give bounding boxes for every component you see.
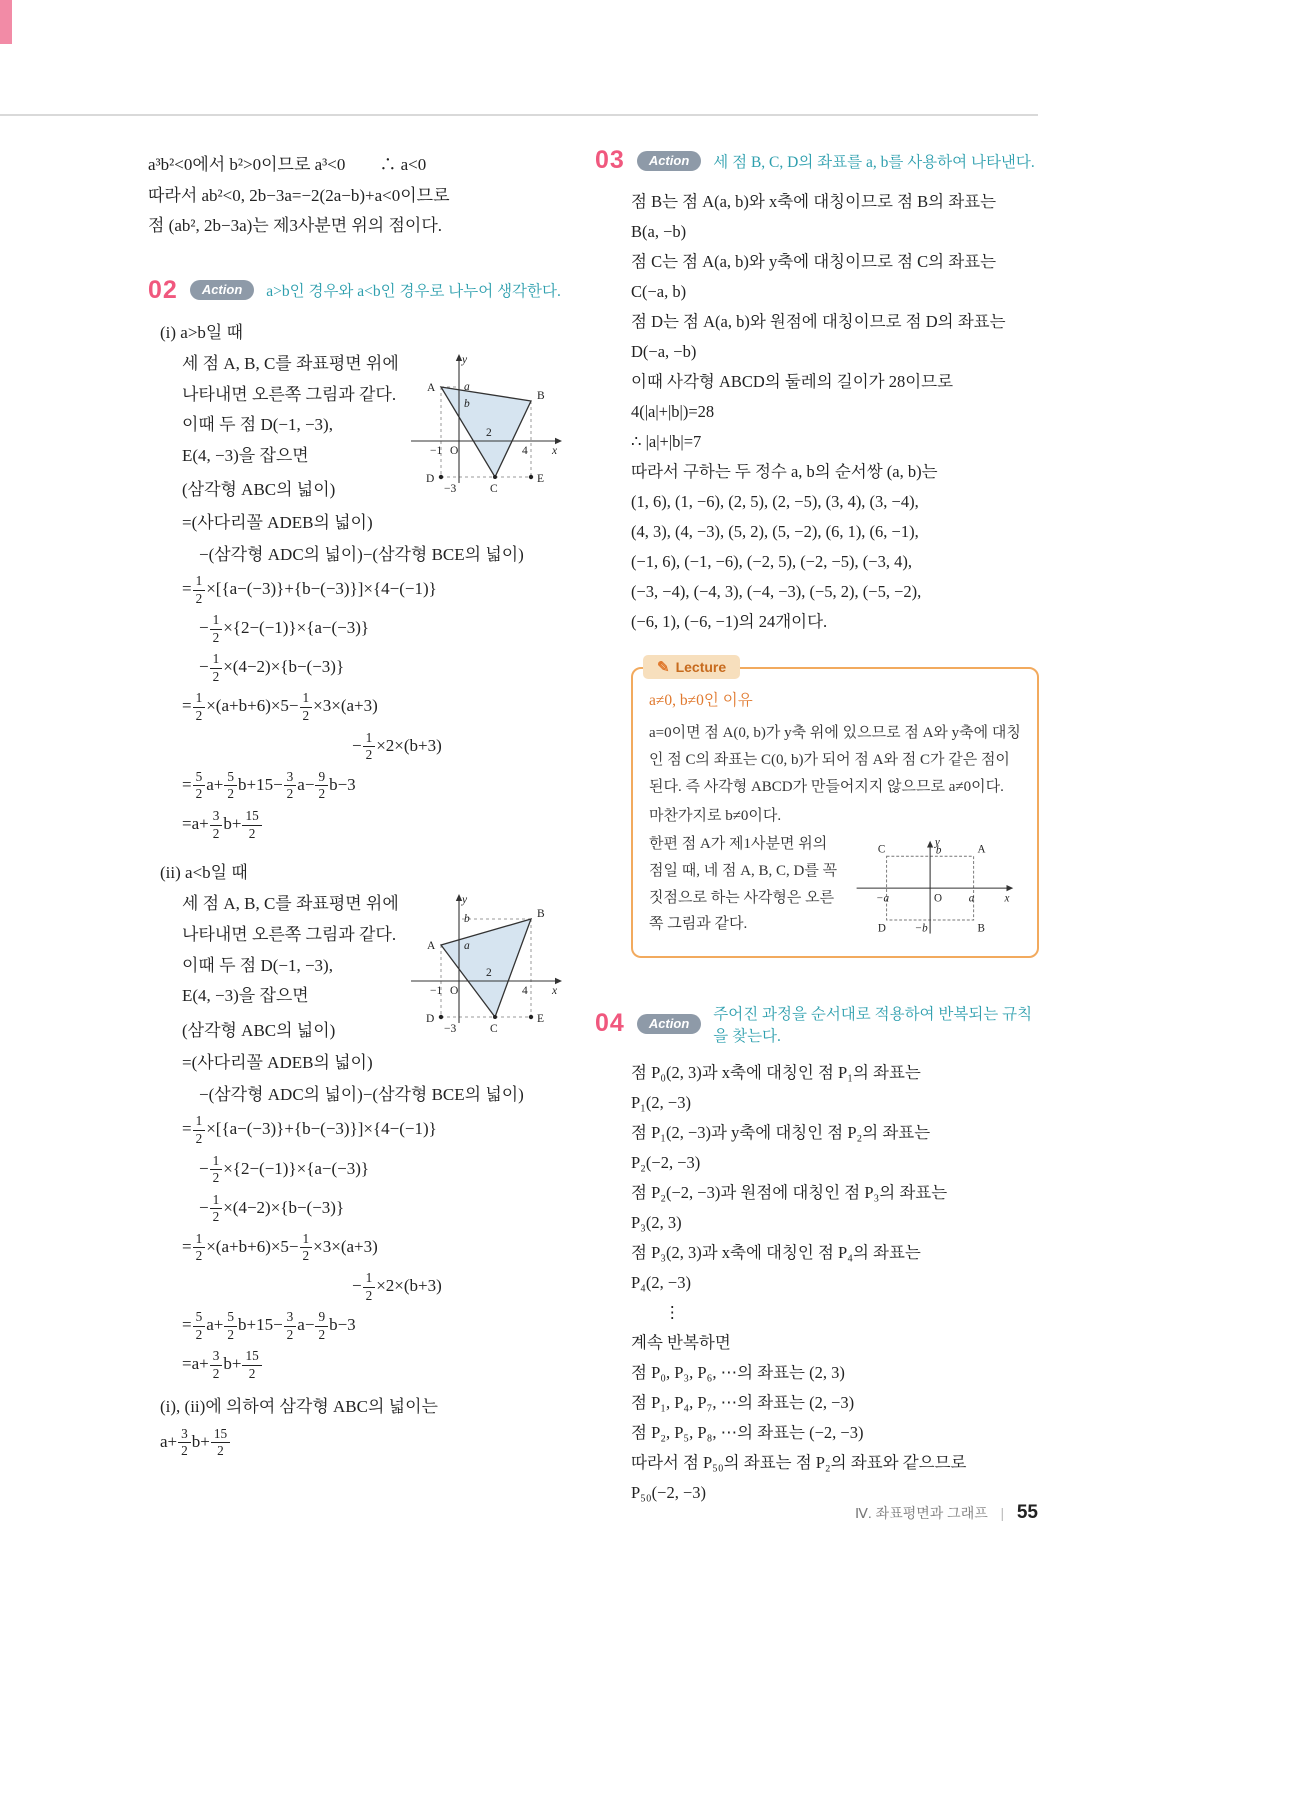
math-line: (삼각형 ABC의 넓이): [182, 480, 336, 500]
case-1-body: [182, 349, 566, 847]
pencil-icon: ✎: [657, 659, 670, 677]
case-2: [160, 857, 566, 1387]
case-1-head: (i) a>b일 때: [160, 322, 244, 342]
figure-lecture-rectangle: [845, 833, 1021, 941]
y-axis-arrow: [927, 841, 933, 848]
side-line: 이때 두 점 D(−1, −3),: [182, 955, 333, 975]
solution-line: ⋮: [631, 1302, 681, 1322]
case-2-math: [182, 1017, 566, 1383]
solution-line: P₂(−2, −3): [631, 1152, 701, 1172]
point-d-label: D: [426, 473, 435, 486]
x-axis-arrow: [555, 438, 562, 444]
math-line: = $\frac{1}{2}$ ×[{a−(−3)}+{b−(−3)}]×{4−(−1)}: [182, 573, 437, 606]
problem-number: 03: [595, 146, 625, 174]
tick-minus1-label: −1: [430, 445, 443, 458]
point-e-dot: [529, 1015, 533, 1019]
math-line: (삼각형 ABC의 넓이): [182, 1020, 336, 1040]
footer-chapter: Ⅳ. 좌표평면과 그래프: [854, 1505, 988, 1521]
page-footer: [0, 1502, 1038, 1524]
math-line: − $\frac{1}{2}$ ×{2−(−1)}×{a−(−3)}: [182, 1152, 370, 1186]
side-line: 이때 두 점 D(−1, −3),: [182, 415, 333, 435]
coord-a-label: a: [464, 381, 470, 394]
action-badge: Action: [637, 151, 701, 171]
lecture-tab-label: Lecture: [675, 659, 727, 676]
solution-line: B(a, −b): [631, 222, 687, 242]
point-d-dot: [439, 1015, 443, 1019]
point-e-label: E: [537, 1013, 545, 1026]
problem-number: 04: [595, 1009, 625, 1038]
action-hint: a>b인 경우와 a<b인 경우로 나누어 생각한다.: [266, 283, 561, 301]
left-column: [148, 150, 566, 1465]
lecture-paragraph: 마찬가지로 b≠0이다.: [649, 807, 782, 824]
lecture-title: a≠0, b≠0인 이유: [649, 692, 753, 710]
math-line: =(사다리꼴 ADEB의 넓이): [182, 1052, 373, 1072]
conclusion-line: (i), (ii)에 의하여 삼각형 ABC의 넓이는: [160, 1397, 438, 1417]
solution-line: 점 P₀(2, 3)과 x축에 대칭인 점 P₁의 좌표는: [631, 1062, 921, 1082]
point-c-dot: [493, 1015, 497, 1019]
tick-a-label: a: [968, 892, 975, 905]
action-badge: Action: [637, 1014, 701, 1034]
point-e-label: E: [537, 473, 545, 486]
point-d-label: D: [426, 1013, 435, 1026]
tick-minus-a-label: −a: [875, 892, 890, 905]
point-d-label: D: [877, 922, 886, 935]
solution-line: 계속 반복하면: [631, 1332, 731, 1352]
x-axis-arrow: [1006, 885, 1013, 891]
coord-b-label: b: [464, 913, 470, 926]
solution-line: 점 P₃(2, 3)과 x축에 대칭인 점 P₄의 좌표는: [631, 1242, 921, 1262]
right-column: [595, 146, 1047, 1508]
origin-label: O: [933, 892, 942, 905]
side-line: 나타내면 오른쪽 그림과 같다.: [182, 925, 397, 944]
solution-line: D(−a, −b): [631, 342, 697, 362]
side-line: E(4, −3)을 잡으면: [182, 986, 309, 1006]
lecture-body: [649, 720, 1021, 941]
math-line: −(삼각형 ADC의 넓이)−(삼각형 BCE의 넓이): [182, 1085, 524, 1105]
case-1-math: [182, 476, 566, 842]
action-hint: 주어진 과정을 순서대로 적용하여 반복되는 규칙을 찾는다.: [713, 1005, 1033, 1045]
solution-line: 점 P₁, P₄, P₇, ⋯의 좌표는 (2, −3): [631, 1392, 855, 1412]
solution-line: (4, 3), (4, −3), (5, 2), (5, −2), (6, 1), (6, −1),: [631, 522, 919, 542]
point-b-label: B: [977, 922, 985, 935]
coord-a-label: a: [464, 940, 470, 953]
lecture-paragraph: 한편 점 A가 제1사분면 위의 점일 때, 네 점 A, B, C, D를 꼭짓점으로 하는 사각형은 오른쪽 그림과 같다.: [649, 836, 838, 933]
point-e-dot: [529, 475, 533, 479]
solution-line: 점 P₂, P₅, P₈, ⋯의 좌표는 (−2, −3): [631, 1422, 864, 1442]
lecture-tab: [643, 655, 740, 679]
point-c-label: C: [490, 1023, 498, 1036]
solution-line: 4(|a|+|b|)=28: [631, 402, 715, 422]
x-axis-label: x: [1004, 892, 1010, 905]
problem-03-header: [595, 146, 1047, 175]
solution-line: 점 P₁(2, −3)과 y축에 대칭인 점 P₂의 좌표는: [631, 1122, 931, 1142]
solution-line: ∴ |a|+|b|=7: [631, 432, 702, 452]
origin-label: O: [450, 985, 459, 998]
page-corner-mark: [0, 0, 12, 44]
solution-line: 따라서 구하는 두 정수 a, b의 순서쌍 (a, b)는: [631, 462, 938, 482]
case-2-head: (ii) a<b일 때: [160, 863, 248, 883]
solution-line: (−6, 1), (−6, −1)의 24개이다.: [631, 612, 828, 632]
solution-line: 점 B는 점 A(a, b)와 x축에 대칭이므로 점 B의 좌표는: [631, 192, 997, 211]
lecture-box: [631, 659, 1039, 957]
point-b-label: B: [537, 908, 545, 921]
point-c-dot: [493, 475, 497, 479]
point-a-label: A: [427, 940, 436, 953]
action-hint: 세 점 B, C, D의 좌표를 a, b를 사용하여 나타낸다.: [713, 153, 1035, 171]
point-a-label: A: [427, 382, 436, 395]
x-axis-arrow: [555, 978, 562, 984]
math-line: = $\frac{1}{2}$ ×(a+b+6)×5− $\frac{1}{2}$ ×3×(a+3): [182, 690, 378, 724]
problem-03-solution: [631, 187, 1047, 637]
side-line: E(4, −3)을 잡으면: [182, 445, 309, 465]
footer-page-number: 55: [1016, 1502, 1038, 1523]
math-line: = $\frac{1}{2}$ ×[{a−(−3)}+{b−(−3)}]×{4−(−1)}: [182, 1113, 437, 1146]
figure-case1-coordinate-plane: [401, 349, 566, 499]
solution-line: 점 C는 점 A(a, b)와 y축에 대칭이므로 점 C의 좌표는: [631, 252, 997, 272]
math-line: = $\frac{5}{2}$ a+ $\frac{5}{2}$ b+15− $\frac{3}{2}$ a− $\frac{9}{2}$ b−3: [182, 768, 356, 802]
coord-minus-b-label: −b: [914, 922, 928, 935]
solution-line: 점 (ab², 2b−3a)는 제3사분면 위의 점이다.: [148, 216, 442, 236]
side-line: 세 점 A, B, C를 좌표평면 위에: [182, 354, 399, 374]
action-badge: Action: [190, 280, 254, 300]
math-line: =a+ $\frac{3}{2}$ b+ $\frac{15}{2}$: [182, 1348, 566, 1382]
side-line: 세 점 A, B, C를 좌표평면 위에: [182, 894, 399, 914]
case-1: [160, 317, 566, 847]
origin-label: O: [450, 445, 459, 458]
y-axis-label: y: [462, 894, 468, 907]
header-rule: [0, 114, 1038, 116]
solution-line: P₁(2, −3): [631, 1092, 691, 1112]
y-axis-label: y: [934, 836, 940, 849]
solution-line: (−3, −4), (−4, 3), (−4, −3), (−5, 2), (−5, −2),: [631, 582, 922, 602]
tick-2-label: 2: [486, 427, 492, 440]
point-c-label: C: [490, 483, 498, 496]
point-a-label: A: [977, 843, 986, 856]
conclusion-line: a+ $\frac{3}{2}$ b+ $\frac{15}{2}$: [160, 1426, 566, 1460]
tick-minus3-label: −3: [444, 1023, 457, 1036]
math-line: − $\frac{1}{2}$ ×(4−2)×{b−(−3)}: [182, 651, 345, 684]
case-2-body: [182, 889, 566, 1387]
math-line: −(삼각형 ADC의 넓이)−(삼각형 BCE의 넓이): [182, 544, 524, 564]
problem-04-header: [595, 1002, 1047, 1046]
math-line: =(사다리꼴 ADEB의 넓이): [182, 512, 373, 532]
point-b-label: B: [537, 390, 545, 403]
solution-line: 따라서 ab²<0, 2b−3a=−2(2a−b)+a<0이므로: [148, 185, 450, 205]
tick-minus1-label: −1: [430, 985, 443, 998]
math-line: − $\frac{1}{2}$ ×2×(b+3): [182, 729, 442, 763]
point-d-dot: [439, 475, 443, 479]
problem-04: [595, 1002, 1047, 1508]
math-line: − $\frac{1}{2}$ ×{2−(−1)}×{a−(−3)}: [182, 612, 370, 645]
solution-line: 이때 사각형 ABCD의 둘레의 길이가 28이므로: [631, 372, 954, 392]
point-c-label: C: [877, 843, 886, 856]
tick-4-label: 4: [522, 985, 528, 998]
solution-line: 점 P₂(−2, −3)과 원점에 대칭인 점 P₃의 좌표는: [631, 1182, 948, 1202]
solution-line: P₄(2, −3): [631, 1272, 691, 1292]
coord-b-label: b: [464, 398, 470, 411]
footer-separator: |: [1000, 1505, 1005, 1521]
solution-line: a³b²<0에서 b²>0이므로 a³<0 ∴ a<0: [148, 155, 427, 174]
problem-04-solution: [631, 1058, 1047, 1508]
solution-line: C(−a, b): [631, 282, 687, 302]
coord-b-label: b: [935, 844, 942, 857]
tick-4-label: 4: [522, 445, 528, 458]
problem-02-header: [148, 276, 566, 305]
x-axis-label: x: [552, 985, 558, 998]
x-axis-label: x: [552, 445, 558, 458]
lecture-figure-row: [649, 831, 1021, 941]
math-line: − $\frac{1}{2}$ ×2×(b+3): [182, 1269, 442, 1303]
solution-line: 따라서 점 P₅₀의 좌표는 점 P₂의 좌표와 같으므로: [631, 1452, 967, 1472]
solution-line: 점 P₀, P₃, P₆, ⋯의 좌표는 (2, 3): [631, 1362, 845, 1382]
conclusion-block: [160, 1393, 566, 1459]
solution-line: (1, 6), (1, −6), (2, 5), (2, −5), (3, 4), (3, −4),: [631, 492, 919, 512]
lecture-paragraph: a=0이면 점 A(0, b)가 y축 위에 있으므로 점 A와 y축에 대칭인 점 C의 좌표는 C(0, b)가 되어 점 A와 점 C가 같은 점이 된다. 즉 사각형 ABCD가 만들어지지 않으므로 a≠0이다.: [649, 725, 1021, 795]
intro-solution-block: [148, 150, 566, 242]
math-line: = $\frac{5}{2}$ a+ $\frac{5}{2}$ b+15− $\frac{3}{2}$ a− $\frac{9}{2}$ b−3: [182, 1309, 356, 1342]
solution-line: (−1, 6), (−1, −6), (−2, 5), (−2, −5), (−3, 4),: [631, 552, 912, 572]
solution-line: 점 D는 점 A(a, b)와 원점에 대칭이므로 점 D의 좌표는: [631, 312, 1006, 332]
solution-line: P₃(2, 3): [631, 1212, 682, 1232]
math-line: − $\frac{1}{2}$ ×(4−2)×{b−(−3)}: [182, 1191, 345, 1225]
solution-line: P₅₀(−2, −3): [631, 1482, 707, 1502]
math-line: = $\frac{1}{2}$ ×(a+b+6)×5− $\frac{1}{2}$ ×3×(a+3): [182, 1230, 378, 1264]
problem-number: 02: [148, 275, 178, 304]
tick-2-label: 2: [486, 967, 492, 980]
figure-case2-coordinate-plane: [401, 889, 566, 1039]
tick-minus3-label: −3: [444, 483, 457, 496]
side-line: 나타내면 오른쪽 그림과 같다.: [182, 384, 397, 404]
y-axis-label: y: [462, 354, 468, 367]
math-line: =a+ $\frac{3}{2}$ b+ $\frac{15}{2}$: [182, 808, 566, 842]
